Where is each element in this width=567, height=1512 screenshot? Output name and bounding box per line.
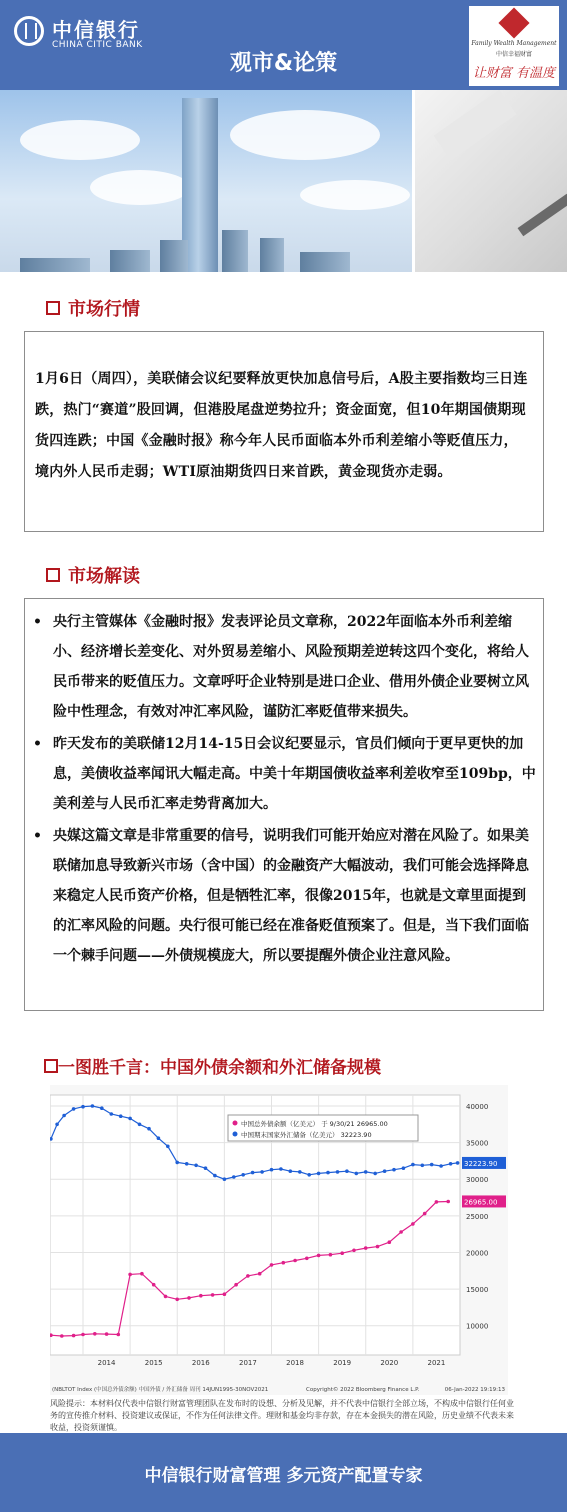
- data-point: [439, 1164, 443, 1168]
- data-point: [270, 1168, 274, 1172]
- desk-photo: [412, 90, 567, 272]
- data-point: [105, 1332, 109, 1336]
- list-item: • 央媒这篇文章是非常重要的信号，说明我们可能开始应对潜在风险了。如果美联储加息导致新兴市场（含中国）的金融资产大幅波动，我们可能会选择降息来稳定人民币资产价格，但是牺牲汇率，很像2015年，也就是文章里面提到的汇率风险的问题。央行很可能已经在准备贬值预案了。但是，当下我们面临一个棘手问题——外债规模庞大，所以要提醒外债企业注意风险。: [33, 821, 538, 971]
- data-point: [152, 1283, 156, 1287]
- data-point: [72, 1334, 76, 1338]
- chart-footnote-source: (NBLTOT Index (中国总外债余额) 中国外债 / 外汇储备 周刊 14JUN1995-30NOV2021: [52, 1387, 269, 1393]
- x-tick-label: 2014: [97, 1359, 116, 1367]
- header-banner: [0, 0, 567, 90]
- hero-skyline-image: [0, 90, 567, 272]
- data-point: [213, 1174, 217, 1178]
- data-point: [392, 1168, 396, 1172]
- page-title: 观市&论策: [229, 51, 338, 76]
- section-title-interpretation: 市场解读: [68, 566, 140, 587]
- list-item: • 昨天发布的美联储12月14-15日会议纪要显示，官员们倾向于更早更快的加息，美债收益率闻讯大幅走高。中美十年期国债收益率利差收窄至109bp，中美利差与人民币汇率走势背离加大。: [33, 729, 538, 819]
- bank-name-en: CHINA CITIC BANK: [52, 40, 143, 50]
- data-point: [81, 1333, 85, 1337]
- x-tick-label: 2019: [333, 1359, 352, 1367]
- x-tick-label: 2016: [191, 1359, 210, 1367]
- data-point: [72, 1107, 76, 1111]
- data-point: [430, 1163, 434, 1167]
- x-tick-label: 2015: [144, 1359, 163, 1367]
- data-point: [317, 1254, 321, 1258]
- data-point: [175, 1161, 179, 1165]
- data-point: [204, 1166, 208, 1170]
- data-point: [147, 1127, 151, 1131]
- data-point: [234, 1283, 238, 1287]
- data-point: [93, 1332, 97, 1336]
- data-point: [456, 1161, 460, 1165]
- x-tick-label: 2017: [239, 1359, 257, 1367]
- data-point: [91, 1104, 95, 1108]
- data-point: [423, 1212, 427, 1216]
- y-tick-label: 15000: [466, 1286, 489, 1295]
- y-tick-label: 35000: [466, 1139, 489, 1148]
- brand-slogan: 让财富 有温度: [472, 66, 556, 81]
- data-point: [128, 1117, 132, 1121]
- data-point: [166, 1145, 170, 1149]
- chart-svg: [50, 1085, 508, 1395]
- data-point: [364, 1246, 368, 1250]
- data-point: [336, 1170, 340, 1174]
- data-point: [449, 1162, 453, 1166]
- data-point: [119, 1114, 123, 1118]
- data-point: [446, 1200, 450, 1204]
- data-point: [199, 1294, 203, 1298]
- data-point: [175, 1298, 179, 1302]
- data-point: [305, 1257, 309, 1261]
- brand-en: Family Wealth Management: [471, 40, 557, 47]
- data-point: [223, 1177, 227, 1181]
- section-title-market: 市场行情: [68, 299, 140, 320]
- data-point: [251, 1171, 255, 1175]
- y-tick-label: 10000: [466, 1322, 489, 1331]
- data-point: [388, 1240, 392, 1244]
- legend-entry: 中国总外债余额（亿美元） 于 9/30/21 26965.00: [241, 1120, 388, 1128]
- data-point: [364, 1170, 368, 1174]
- data-point: [307, 1173, 311, 1177]
- data-point: [246, 1274, 250, 1278]
- data-point: [60, 1334, 64, 1338]
- data-point: [435, 1200, 439, 1204]
- data-point: [411, 1163, 415, 1167]
- data-point: [293, 1259, 297, 1263]
- data-point: [317, 1172, 321, 1176]
- data-point: [329, 1253, 333, 1257]
- data-point: [383, 1169, 387, 1173]
- data-point: [282, 1261, 286, 1265]
- data-point: [376, 1245, 380, 1249]
- data-point: [340, 1251, 344, 1255]
- x-tick-label: 2021: [427, 1359, 446, 1367]
- legend-entry: 中国期末国家外汇储备（亿美元） 32223.90: [241, 1131, 372, 1139]
- data-point: [373, 1172, 377, 1176]
- section-marker-icon: [46, 301, 60, 315]
- data-point: [164, 1295, 168, 1299]
- bank-name-cn: 中信银行: [52, 18, 140, 42]
- y-tick-label: 30000: [466, 1176, 489, 1185]
- y-tick-label: 20000: [466, 1249, 489, 1258]
- wealth-brand-logo: [469, 6, 559, 86]
- last-value-label: 32223.90: [464, 1159, 498, 1168]
- data-point: [62, 1114, 66, 1118]
- data-point: [298, 1170, 302, 1174]
- brand-cn: 中信幸福财富: [495, 51, 532, 58]
- section-marker-icon: [44, 1059, 58, 1073]
- data-point: [187, 1296, 191, 1300]
- last-value-label: 26965.00: [464, 1198, 498, 1207]
- data-point: [352, 1249, 356, 1253]
- data-point: [232, 1175, 236, 1179]
- legend-marker: [233, 1132, 238, 1137]
- x-tick-label: 2020: [380, 1359, 399, 1367]
- data-point: [194, 1164, 198, 1168]
- data-point: [355, 1172, 359, 1176]
- data-point: [211, 1293, 215, 1297]
- y-tick-label: 40000: [466, 1102, 489, 1111]
- data-point: [421, 1164, 425, 1168]
- section-marker-icon: [46, 568, 60, 582]
- x-tick-label: 2018: [286, 1359, 304, 1367]
- brand-emblem-icon: [498, 7, 529, 38]
- data-point: [138, 1123, 142, 1127]
- data-point: [241, 1173, 245, 1177]
- list-item: • 央行主管媒体《金融时报》发表评论员文章称，2022年面临本外币利差缩小、经济增长差变化、对外贸易差缩小、风险预期差逆转这四个变化，将给人民币带来的贬值压力。文章呼吁企业特别是进口企业、借用外债企业要树立风险中性理念，有效对冲汇率风险，谨防汇率贬值带来损失。: [33, 607, 538, 727]
- data-point: [289, 1169, 293, 1173]
- footer-slogan: 中信银行财富管理 多元资产配置专家: [144, 1466, 423, 1486]
- data-point: [117, 1333, 121, 1337]
- data-point: [185, 1162, 189, 1166]
- data-point: [81, 1105, 85, 1109]
- market-summary: 1月6日（周四），美联储会议纪要释放更快加息信号后，A股主要指数均三日连跌，热门“赛道”股回调，但港股尾盘逆势拉升；资金面宽，但10年期国债期现货四连跌；中国《金融时报》称今年人民币面临本外币利差缩小等贬值压力，境内外人民币走弱；WTI原油期货四日来首跌，黄金现货亦走弱。: [35, 371, 528, 480]
- data-point: [140, 1272, 144, 1276]
- data-point: [55, 1123, 59, 1127]
- data-point: [279, 1167, 283, 1171]
- data-point: [100, 1106, 104, 1110]
- chart-footnote-copyright: Copyright© 2022 Bloomberg Finance L.P.: [306, 1387, 420, 1393]
- debt-reserve-chart: [50, 1085, 508, 1395]
- data-point: [399, 1230, 403, 1234]
- data-point: [270, 1263, 274, 1267]
- data-point: [157, 1136, 161, 1140]
- data-point: [402, 1166, 406, 1170]
- footer-banner: [0, 1433, 567, 1512]
- data-point: [326, 1171, 330, 1175]
- y-tick-label: 25000: [466, 1212, 489, 1221]
- data-point: [223, 1292, 227, 1296]
- risk-notice: 风险提示：本材料仅代表中信银行财富管理团队在发布时的设想、分析及见解，并不代表中信银行全部立场，不构成中信银行任何业务的宣传推介材料、投资建议或保证，不作为任何法律文件。理财和基金均非存款，存在本金损失的潜在风险，历史业绩不代表未来收益，投资须谨慎。: [50, 1399, 514, 1432]
- chart-footnote-date: 06-Jan-2022 19:19:13: [444, 1387, 505, 1393]
- data-point: [128, 1273, 132, 1277]
- legend-marker: [233, 1121, 238, 1126]
- data-point: [260, 1170, 264, 1174]
- data-point: [411, 1222, 415, 1226]
- figure-title: 一图胜千言：中国外债余额和外汇储备规模: [58, 1058, 381, 1078]
- data-point: [345, 1169, 349, 1173]
- data-point: [110, 1112, 114, 1116]
- data-point: [258, 1272, 262, 1276]
- interpretation-list: [33, 607, 538, 973]
- citic-logo-icon: [14, 16, 44, 46]
